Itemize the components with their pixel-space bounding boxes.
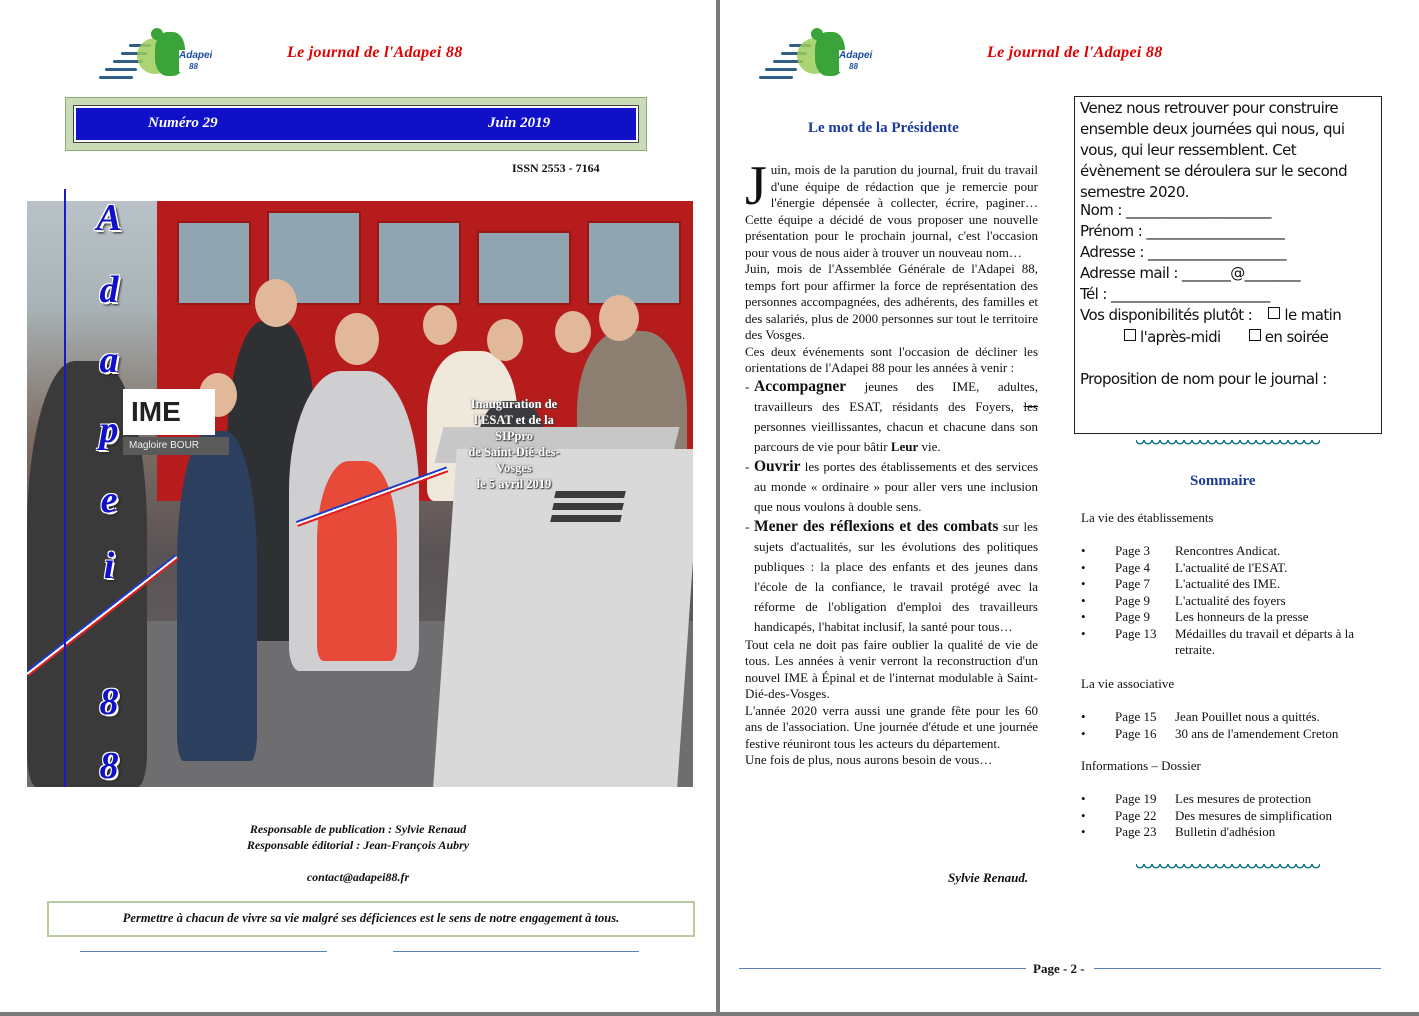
photo-caption: Inauguration de l'ESAT et de la SIPpro de Saint-Dié-des- Vosges le 5 avril 2019 xyxy=(468,397,560,491)
form-intro: Venez nous retrouver pour construire ensemble deux journées qui nous, qui vous, qui leur ressemblent. Cet évènement se déroulera sur le second semestre 2020. xyxy=(1080,99,1347,201)
adapei-logo xyxy=(93,28,223,90)
logo-text: Adapei 88 xyxy=(839,50,881,72)
list-item: - Mener des réflexions et des combats sur les sujets d'actualités, sur les évolutions des politiques publiques : la place des enfants et des jeunes dans l'école de la confiance, le travail protégé avec la réforme de l'obligation d'emploi des travailleurs handicapés, l'habitat inclusif, la santé pour tous… xyxy=(745,517,1038,637)
toc-list xyxy=(1081,543,1381,659)
section-title: La vie des établissements xyxy=(1081,510,1214,525)
toc-item[interactable]: • Page 23 Bulletin d'adhésion xyxy=(1081,824,1381,841)
issue-number: Numéro 29 xyxy=(148,115,218,131)
publication-manager: Responsable de publication : Sylvie Renaud xyxy=(249,822,467,836)
adapei-logo xyxy=(753,28,883,90)
page-number: Page - 2 - xyxy=(1033,961,1085,976)
logo-text: Adapei 88 xyxy=(179,50,221,72)
vertical-title-letter: a xyxy=(99,339,119,381)
list-item: - Accompagner jeunes des IME, adultes, travailleurs des ESAT, résidants des Foyers, les personnes vieillissantes, chacun et chacune dans son parcours de vie pour bâtir Leur vie. xyxy=(745,377,1038,457)
checkbox-soiree[interactable]: en soirée xyxy=(1249,328,1329,346)
wave-divider xyxy=(1136,864,1320,872)
divider xyxy=(80,951,327,952)
vertical-title-letter: e xyxy=(100,479,118,521)
vertical-title-letter: i xyxy=(103,545,115,587)
vertical-title-letter: 8 xyxy=(99,745,119,787)
orientation-list xyxy=(745,377,1038,637)
photo-sign-sub: Magloire BOUR xyxy=(123,437,229,455)
footer-rule xyxy=(739,968,1026,969)
editorial-manager: Responsable éditorial : Jean-François Aubry xyxy=(246,838,470,852)
motto-box xyxy=(47,901,695,937)
toc-item[interactable]: • Page 9 L'actualité des foyers xyxy=(1081,593,1381,610)
availability-label: Vos disponibilités plutôt : le matin xyxy=(1080,306,1342,324)
divider xyxy=(393,951,639,952)
contact-email[interactable]: contact@adapei88.fr xyxy=(306,870,410,884)
section-title: Informations – Dossier xyxy=(1081,758,1201,773)
president-article: Juin, mois de la parution du journal, fruit du travail d'une équipe de rédaction que je remercie pour l'énergie dépensée à collecter, écrire, paginer… Cette équipe a décidé de vous proposer une nouvelle présentation pour le prochain journal, c'est l'occasion pour vous de nous aider à trouver un nouveau nom… Juin, mois de l'Assemblée Générale de l'Adapei 88, temps fort pour affirmer la force de représentation des personnes accompagnées, des adhérents, des familles et des salariés, plus de 2000 personnes sur tout le territoire des Vosges. Ces deux événements sont l'occasion de décliner les orientations de l'Adapei 88 pour les années à venir : - Accompagner jeunes des IME, adultes, travailleurs des ESAT, résidants des Foyers, les personnes vieillissantes, chacun et chacune dans son parcours de vie pour bâtir Leur vie. - Ouvrir les portes des établissements et des services au monde « ordinaire » pour aller vers une inclusion que nous voulons à double sens. - Mener des réflexions et des combats sur les sujets d'actualités, sur les évolutions des politiques publiques : la place des enfants et des jeunes dans l'école de la confiance, le travail protégé avec la réforme de l'obligation d'emploi des travailleurs handicapés, l'habitat inclusif, la santé pour tous… Tout cela ne doit pas faire oublier la qualité de vie de tous. Les années à venir verront la reconstruction d'un nouvel IME à Épinal et de l'internat modulable à Saint-Dié-des-Vosges. L'année 2020 verra aussi une grande fête pour les 60 ans de l'association. Une journée d'étude et une journée festive réuniront tous les acteurs du département. Une fois de plus, nous aurons besoin de vous… xyxy=(745,162,1038,769)
issue-date: Juin 2019 xyxy=(488,115,551,131)
vertical-title-letter: d xyxy=(99,269,119,311)
motto: Permettre à chacun de vivre sa vie malgré ses déficiences est le sens de notre engagement à tous. xyxy=(122,911,620,925)
vertical-title-letter: A xyxy=(96,197,122,239)
issn: ISSN 2553 - 7164 xyxy=(512,161,600,175)
toc-item[interactable]: • Page 4 L'actualité de l'ESAT. xyxy=(1081,560,1381,577)
section-title: La vie associative xyxy=(1081,676,1175,691)
field-journal-name[interactable]: Proposition de nom pour le journal : xyxy=(1080,370,1327,388)
footer-rule xyxy=(1094,968,1381,969)
field-nom[interactable]: Nom : _____________________ xyxy=(1080,201,1271,219)
president-title: Le mot de la Présidente xyxy=(808,120,959,136)
availability-options xyxy=(1124,328,1328,346)
toc-item[interactable]: • Page 15 Jean Pouillet nous a quittés. xyxy=(1081,709,1381,726)
field-adresse[interactable]: Adresse : ____________________ xyxy=(1080,243,1287,261)
toc-item[interactable]: • Page 3 Rencontres Andicat. xyxy=(1081,543,1381,560)
checkbox-apres-midi[interactable]: l'après-midi xyxy=(1124,328,1221,346)
list-item: - Ouvrir les portes des établissements et des services au monde « ordinaire » pour aller vers une inclusion que nous voulons à double sens. xyxy=(745,457,1038,517)
issue-banner xyxy=(65,97,647,151)
vertical-title-letter: 8 xyxy=(99,681,119,723)
toc-list xyxy=(1081,709,1381,742)
vertical-rule xyxy=(64,189,66,787)
toc-item[interactable]: • Page 13 Médailles du travail et départs à la retraite. xyxy=(1081,626,1381,659)
vertical-title-letter: p xyxy=(99,409,119,451)
field-prenom[interactable]: Prénom : ____________________ xyxy=(1080,222,1285,240)
wave-divider xyxy=(1136,440,1320,448)
field-tel[interactable]: Tél : _______________________ xyxy=(1080,285,1270,303)
sommaire-title: Sommaire xyxy=(1190,473,1256,489)
dropcap: J xyxy=(745,155,767,217)
toc-item[interactable]: • Page 9 Les honneurs de la presse xyxy=(1081,609,1381,626)
journal-title: Le journal de l'Adapei 88 xyxy=(287,44,463,61)
signature: Sylvie Renaud. xyxy=(948,870,1029,885)
photo-sign: IME xyxy=(123,389,215,435)
toc-item[interactable]: • Page 7 L'actualité des IME. xyxy=(1081,576,1381,593)
toc-item[interactable]: • Page 19 Les mesures de protection xyxy=(1081,791,1381,808)
toc-list xyxy=(1081,791,1381,841)
field-email[interactable]: Adresse mail : _______@________ xyxy=(1080,264,1300,282)
checkbox-matin[interactable]: le matin xyxy=(1268,306,1341,324)
toc-item[interactable]: • Page 16 30 ans de l'amendement Creton xyxy=(1081,726,1381,743)
toc-item[interactable]: • Page 22 Des mesures de simplification xyxy=(1081,808,1381,825)
journal-title: Le journal de l'Adapei 88 xyxy=(987,44,1163,61)
